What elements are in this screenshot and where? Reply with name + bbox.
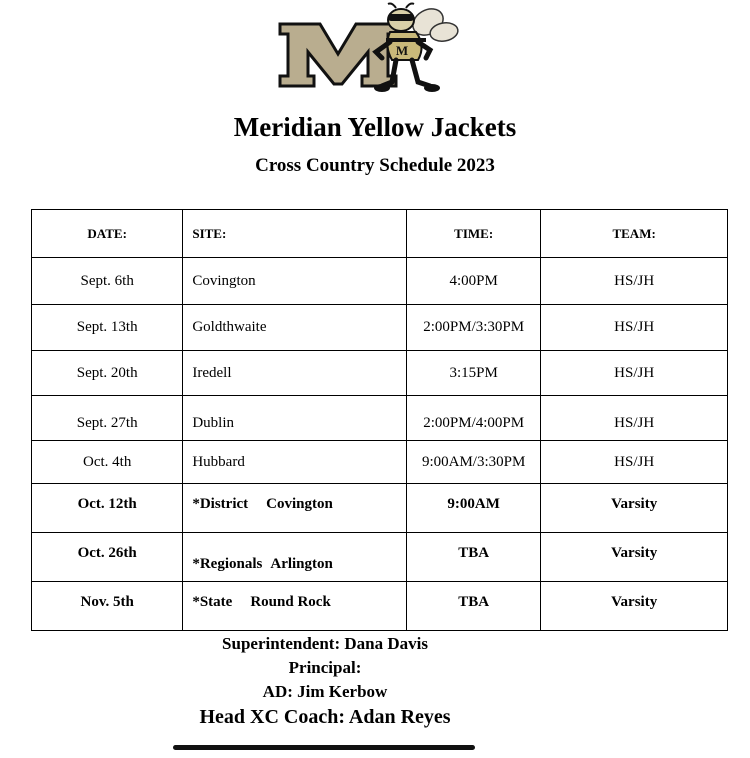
row-time: 2:00PM/4:00PM <box>407 396 541 441</box>
row-time: 4:00PM <box>407 258 541 305</box>
row-site: Goldthwaite <box>183 305 407 351</box>
row-time: 3:15PM <box>407 351 541 396</box>
site-label: *State <box>192 594 233 610</box>
header-date: DATE: <box>32 210 183 258</box>
logo-letter: M <box>395 43 409 58</box>
row-site: Hubbard <box>183 441 407 484</box>
table-row <box>32 351 728 396</box>
row-site <box>183 533 407 582</box>
principal-line: Principal: <box>288 658 362 677</box>
row-site <box>183 582 407 631</box>
row-site: Dublin <box>183 396 407 441</box>
site-location: Arlington <box>270 556 333 572</box>
superintendent-line: Superintendent: Dana Davis <box>222 634 428 653</box>
table-row <box>32 396 728 441</box>
site-location: Round Rock <box>250 594 331 610</box>
row-date: Sept. 27th <box>32 396 183 441</box>
table-row <box>32 258 728 305</box>
row-time: TBA <box>407 533 541 582</box>
row-team: HS/JH <box>541 351 728 396</box>
row-team: HS/JH <box>541 258 728 305</box>
site-location: Covington <box>266 496 333 512</box>
table-row <box>32 441 728 484</box>
ad-line: AD: Jim Kerbow <box>262 682 388 701</box>
row-time: 2:00PM/3:30PM <box>407 305 541 351</box>
row-date: Sept. 20th <box>32 351 183 396</box>
row-time: TBA <box>407 582 541 631</box>
header-site: SITE: <box>183 210 407 258</box>
table-row <box>32 484 728 533</box>
table-header-row <box>32 210 728 258</box>
row-time: 9:00AM/3:30PM <box>407 441 541 484</box>
coach-line: Head XC Coach: Adan Reyes <box>199 706 451 728</box>
page-subtitle: Cross Country Schedule 2023 <box>255 155 495 176</box>
site-label: *Regionals <box>192 556 263 572</box>
row-team: HS/JH <box>541 441 728 484</box>
row-team: Varsity <box>541 533 728 582</box>
row-date: Nov. 5th <box>32 582 183 631</box>
table-row <box>32 582 728 631</box>
row-team: HS/JH <box>541 396 728 441</box>
row-date: Oct. 12th <box>32 484 183 533</box>
table-row <box>32 305 728 351</box>
header-time: TIME: <box>407 210 541 258</box>
row-date: Sept. 13th <box>32 305 183 351</box>
school-logo <box>278 2 468 94</box>
home-indicator-bar <box>173 745 475 750</box>
row-site: Iredell <box>183 351 407 396</box>
row-site <box>183 484 407 533</box>
row-site: Covington <box>183 258 407 305</box>
row-team: Varsity <box>541 582 728 631</box>
row-time: 9:00AM <box>407 484 541 533</box>
row-team: HS/JH <box>541 305 728 351</box>
site-label: *District <box>192 496 249 512</box>
header-team: TEAM: <box>541 210 728 258</box>
row-date: Oct. 4th <box>32 441 183 484</box>
row-date: Oct. 26th <box>32 533 183 582</box>
row-date: Sept. 6th <box>32 258 183 305</box>
table-row <box>32 533 728 582</box>
schedule-table <box>31 209 728 631</box>
row-team: Varsity <box>541 484 728 533</box>
page-title: Meridian Yellow Jackets <box>233 112 517 142</box>
